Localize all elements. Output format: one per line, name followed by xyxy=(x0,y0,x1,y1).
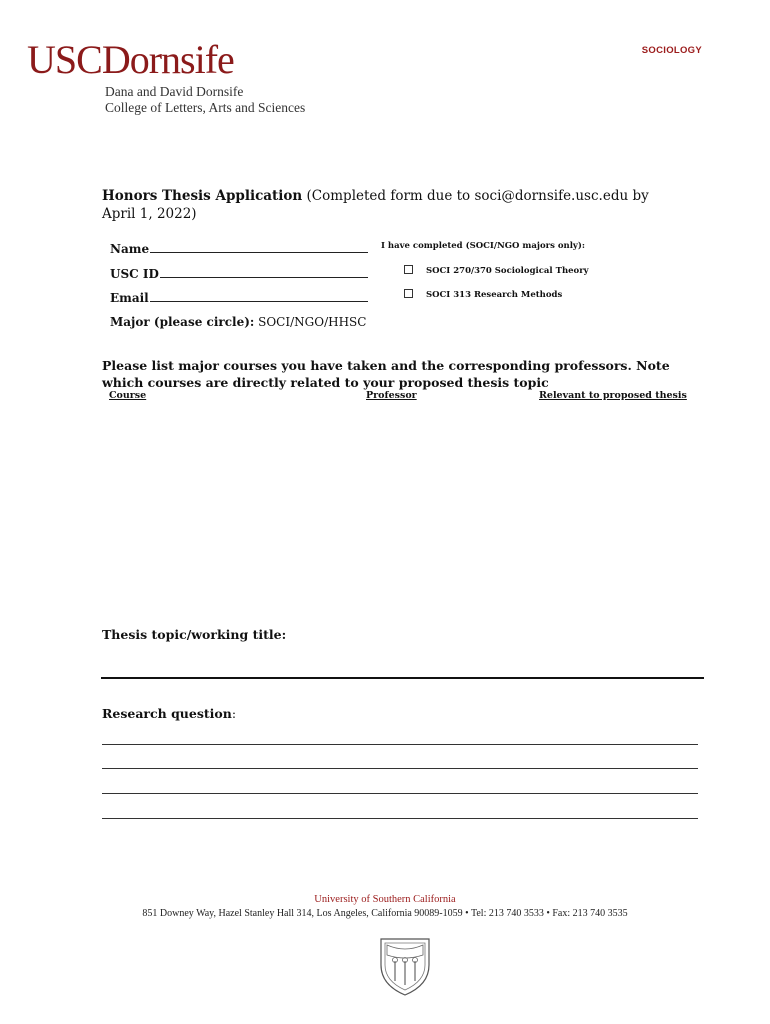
email-field[interactable] xyxy=(110,291,368,305)
checkbox-soci-theory[interactable] xyxy=(404,266,589,276)
column-course: Course xyxy=(109,390,147,401)
research-question-line-1[interactable] xyxy=(102,744,698,745)
footer-university: University of Southern California xyxy=(314,894,456,905)
research-question-label xyxy=(102,706,236,721)
research-question-line-2[interactable] xyxy=(102,768,698,769)
major-field xyxy=(110,315,366,329)
checkbox-label: SOCI 270/370 Sociological Theory xyxy=(426,266,589,276)
usc-id-field[interactable] xyxy=(110,267,368,281)
checkbox-soci-methods[interactable] xyxy=(404,290,562,300)
research-question-text: Research question xyxy=(102,706,232,721)
logo-subtitle-line1: Dana and David Dornsife xyxy=(105,84,244,99)
thesis-topic-label: Thesis topic/working title: xyxy=(102,627,287,642)
name-label: Name xyxy=(110,242,150,256)
thesis-topic-line[interactable] xyxy=(101,677,704,679)
usc-id-label: USC ID xyxy=(110,267,159,281)
email-label: Email xyxy=(110,291,149,305)
column-relevant: Relevant to proposed thesis xyxy=(539,390,687,401)
form-title-rest: (Completed form due to soci@dornsife.usc.edu by April 1, 2022) xyxy=(102,188,649,222)
major-options[interactable]: SOCI/NGO/HHSC xyxy=(254,315,367,329)
email-line[interactable] xyxy=(150,300,368,302)
usc-seal-icon xyxy=(377,935,433,997)
usc-dornsife-logo xyxy=(27,37,234,82)
name-line[interactable] xyxy=(150,251,368,253)
footer-address: 851 Downey Way, Hazel Stanley Hall 314, Los Angeles, California 90089-1059 • Tel: 213 740 3533 • Fax: 213 740 3535 xyxy=(142,908,628,919)
logo-usc-text: USC xyxy=(27,37,102,82)
form-title-bold: Honors Thesis Application xyxy=(102,188,303,204)
column-professor: Professor xyxy=(366,390,417,401)
checkbox-icon[interactable] xyxy=(404,265,413,274)
logo-subtitle-line2: College of Letters, Arts and Sciences xyxy=(105,100,306,115)
major-label: Major (please circle): xyxy=(110,315,255,329)
usc-id-line[interactable] xyxy=(160,276,368,278)
research-question-line-4[interactable] xyxy=(102,818,698,819)
department-label: SOCIOLOGY xyxy=(641,45,702,56)
checkbox-label: SOCI 313 Research Methods xyxy=(426,290,563,300)
course-instructions: Please list major courses you have taken and the corresponding professors. Note which courses are directly related to your proposed thesis topic xyxy=(102,358,670,390)
completed-label: I have completed (SOCI/NGO majors only): xyxy=(381,241,586,251)
research-question-colon: : xyxy=(231,706,237,721)
research-question-line-3[interactable] xyxy=(102,793,698,794)
form-title xyxy=(102,187,682,223)
checkbox-icon[interactable] xyxy=(404,289,413,298)
logo-dornsife-text: Dornsife xyxy=(101,37,234,82)
name-field[interactable] xyxy=(110,242,368,256)
